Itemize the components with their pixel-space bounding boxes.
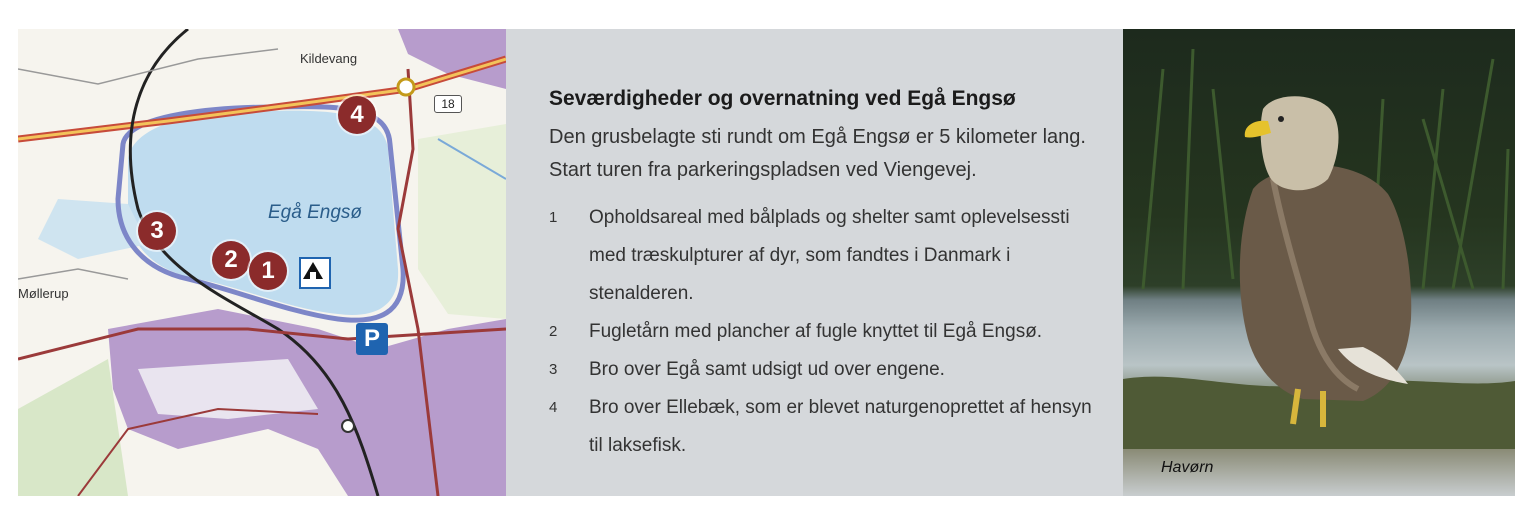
poi-text: Bro over Egå samt udsigt ud over engene. [589, 359, 945, 380]
info-intro: Den grusbelagte sti rundt om Egå Engsø er 5 kilometer lang. Start turen fra parkeringspladsen ved Viengevej. [549, 126, 1086, 181]
photo-panel [1123, 29, 1515, 496]
map-marker-3[interactable]: 3 [138, 212, 176, 250]
photo-caption: Havørn [1161, 459, 1214, 476]
poi-item-1 [549, 199, 1109, 313]
poi-number: 2 [549, 323, 558, 340]
eagle-eye [1278, 116, 1284, 122]
poi-text: Opholdsareal med bålplads og shelter samt oplevelsessti med træskulpturer af dyr, som fandtes i Danmark i stenalderen. [589, 207, 1070, 304]
poi-number: 4 [549, 399, 558, 416]
map-marker-1[interactable]: 1 [249, 252, 287, 290]
info-panel [506, 29, 1123, 496]
green-area [18, 359, 128, 496]
shelter-icon [299, 257, 331, 289]
lake-label: Egå Engsø [268, 202, 362, 223]
poi-text: Fugletårn med plancher af fugle knyttet til Egå Engsø. [589, 321, 1043, 342]
poi-text: Bro over Ellebæk, som er blevet naturgenoprettet af hensyn til laksefisk. [589, 397, 1092, 456]
town-area-north [398, 29, 506, 89]
parking-icon: P [356, 323, 388, 355]
map-panel [18, 29, 506, 496]
poi-item-3 [549, 351, 1109, 389]
place-label-mollerup: Møllerup [18, 286, 69, 301]
minor-road-west [18, 269, 128, 279]
road-number-badge: 18 [434, 95, 462, 113]
eagle-photo [1123, 29, 1515, 496]
eagle-head [1261, 96, 1339, 190]
poi-list [549, 199, 1109, 465]
info-title: Seværdigheder og overnatning ved Egå Engsø [549, 87, 1016, 110]
map-marker-4[interactable]: 4 [338, 96, 376, 134]
poi-item-2 [549, 313, 1109, 351]
poi-number: 3 [549, 361, 558, 378]
map-marker-2[interactable]: 2 [212, 241, 250, 279]
place-label-kildevang: Kildevang [300, 51, 358, 66]
roundabout [398, 79, 414, 95]
station-symbol [342, 420, 354, 432]
poi-item-4 [549, 389, 1109, 465]
poi-number: 1 [549, 209, 558, 226]
